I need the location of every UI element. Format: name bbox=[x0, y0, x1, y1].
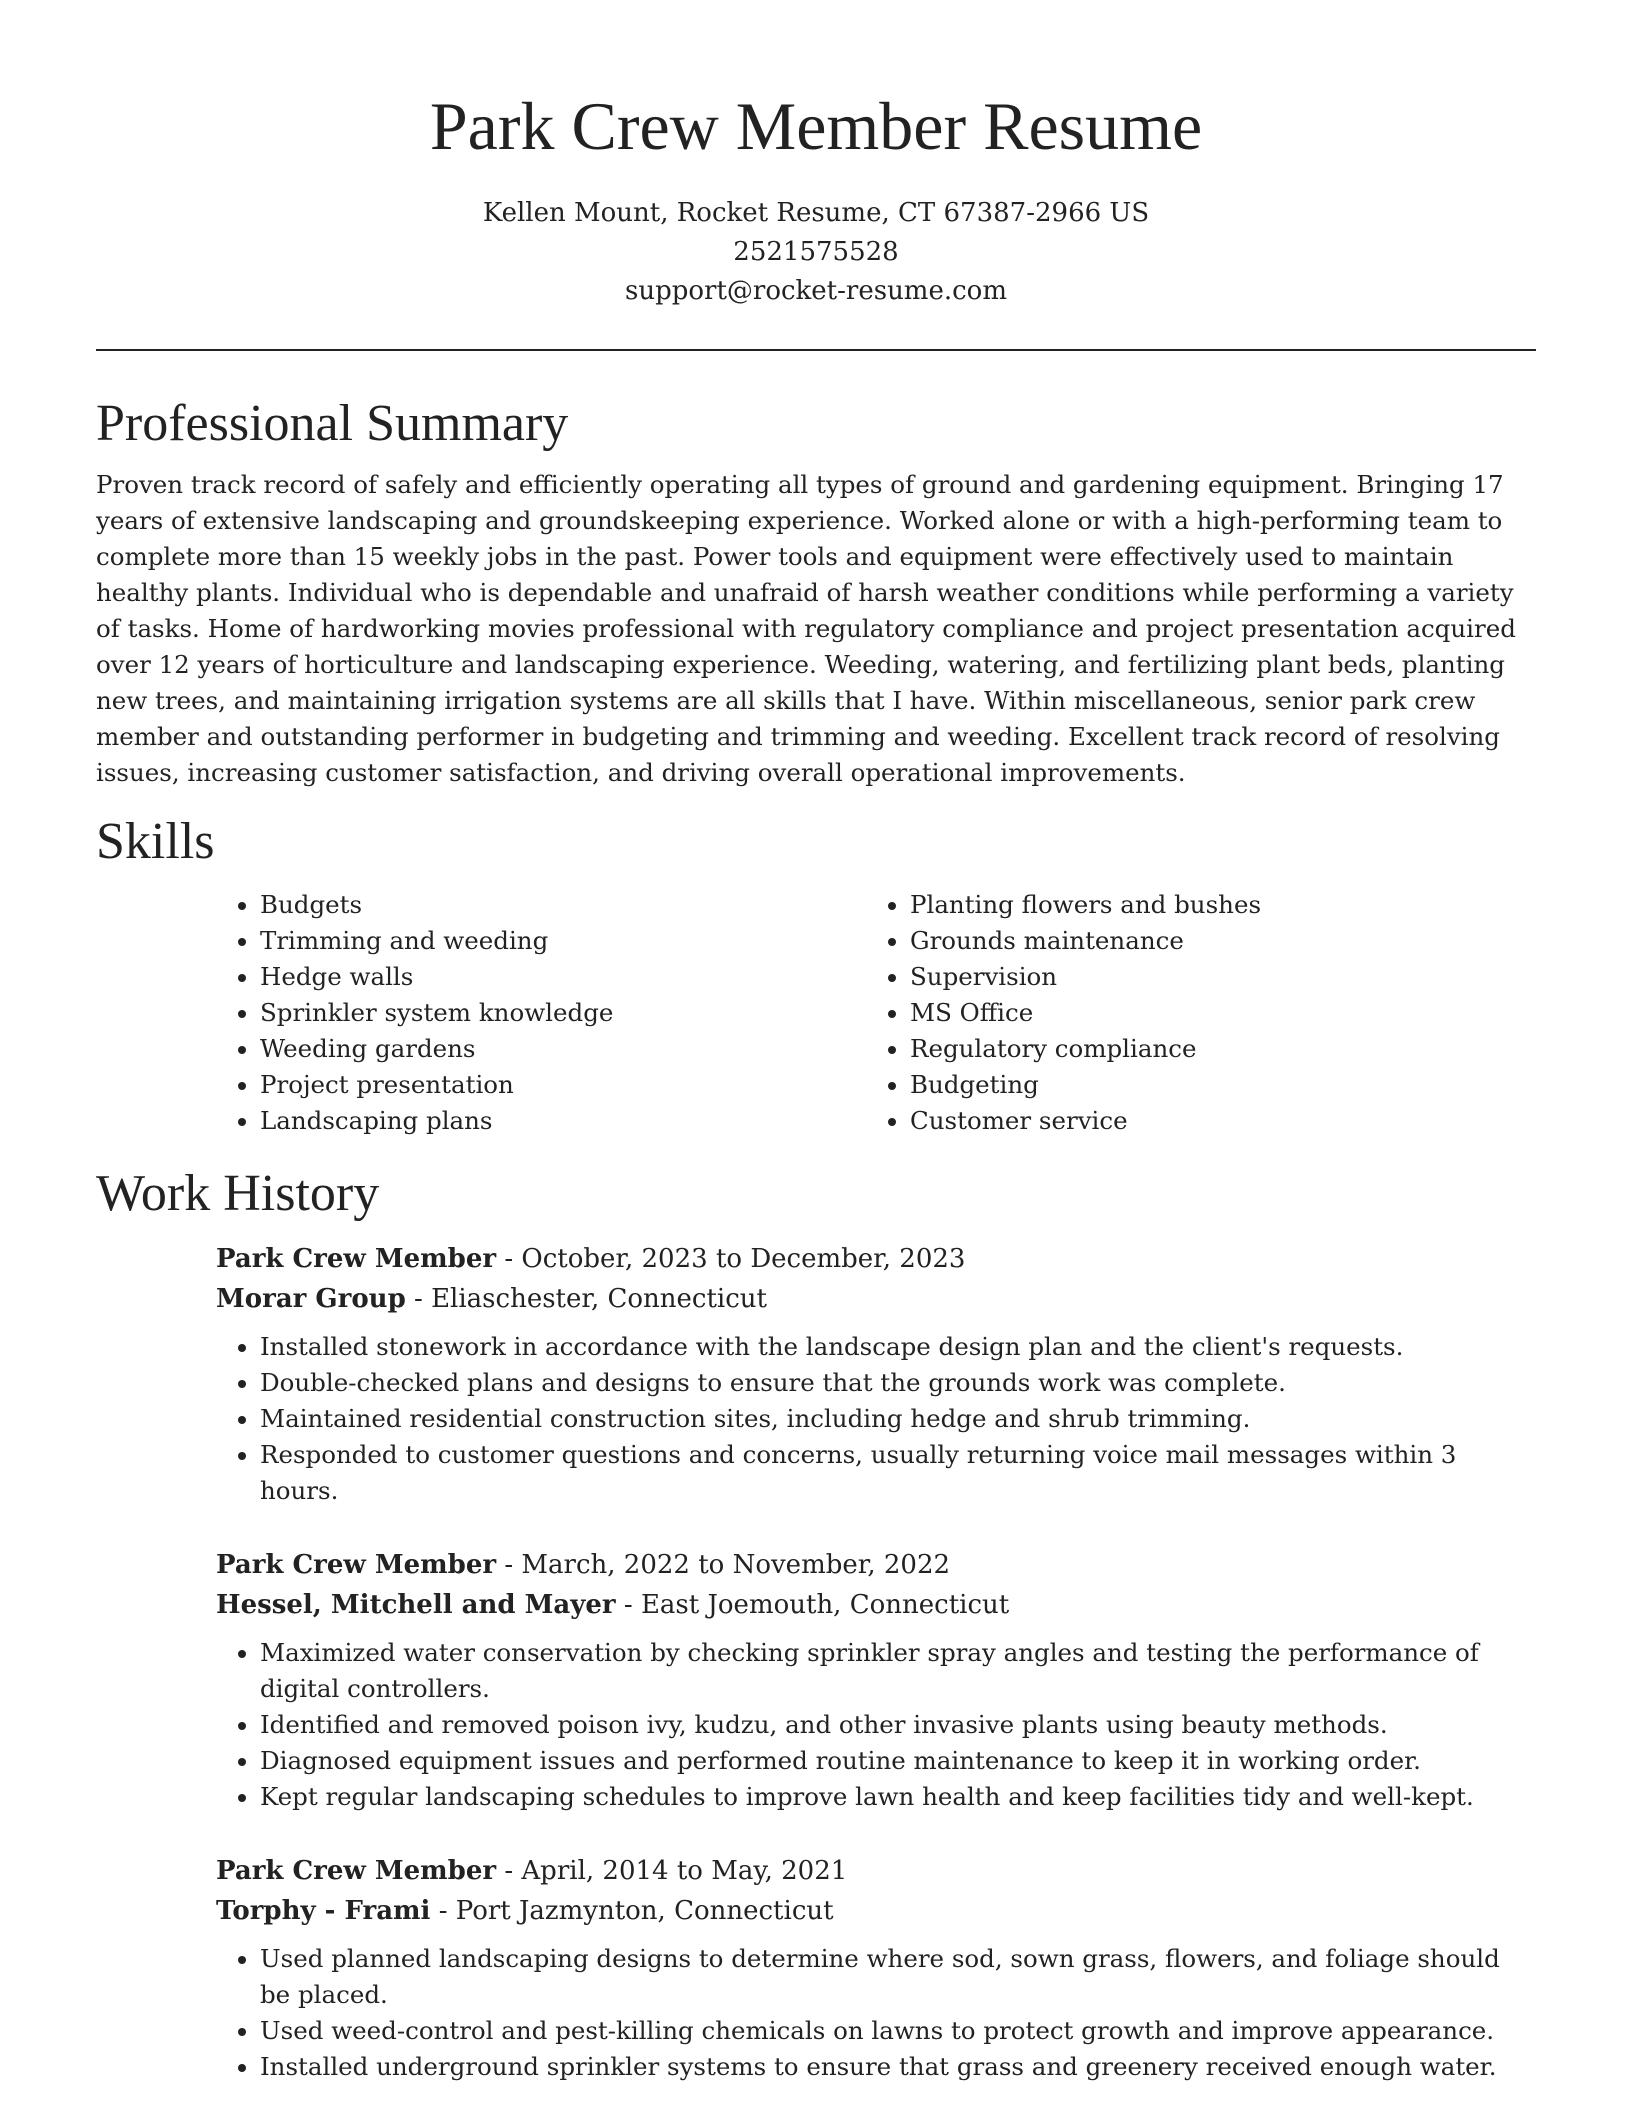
job-bullet: • Diagnosed equipment issues and performed routine maintenance to keep it in working order. bbox=[260, 1743, 1536, 1779]
job-bullet: • Maintained residential construction sites, including hedge and shrub trimming. bbox=[260, 1401, 1536, 1437]
skills-list-right bbox=[866, 887, 1516, 1139]
skill-item: • Planting flowers and bushes bbox=[910, 887, 1516, 923]
job-company-line bbox=[216, 1279, 1536, 1319]
resume-header bbox=[96, 0, 1536, 311]
skill-item: • Budgeting bbox=[910, 1067, 1516, 1103]
job-bullet: • Responded to customer questions and concerns, usually returning voice mail messages within 3 hours. bbox=[260, 1437, 1536, 1509]
job-bullet: • Installed stonework in accordance with the landscape design plan and the client's requests. bbox=[260, 1329, 1536, 1365]
job-company: Hessel, Mitchell and Mayer bbox=[216, 1590, 616, 1620]
skills-list-left bbox=[216, 887, 866, 1139]
contact-block bbox=[96, 194, 1536, 311]
job-dates: - March, 2022 to November, 2022 bbox=[496, 1550, 951, 1580]
job-bullets bbox=[216, 1329, 1536, 1509]
job-bullet: • Double-checked plans and designs to ensure that the grounds work was complete. bbox=[260, 1365, 1536, 1401]
skills-heading: Skills bbox=[96, 813, 215, 870]
skill-item: • Hedge walls bbox=[260, 959, 866, 995]
contact-address: Kellen Mount, Rocket Resume, CT 67387-2966 US bbox=[482, 198, 1150, 228]
job-dates: - October, 2023 to December, 2023 bbox=[496, 1244, 966, 1274]
skill-item: • Weeding gardens bbox=[260, 1031, 866, 1067]
job-title-line bbox=[216, 1851, 1536, 1891]
job-bullets bbox=[216, 1635, 1536, 1815]
skill-item: • Supervision bbox=[910, 959, 1516, 995]
job-bullet: • Used planned landscaping designs to determine where sod, sown grass, flowers, and foliage should be placed. bbox=[260, 1941, 1536, 2013]
job-entry bbox=[216, 1239, 1536, 1509]
job-entry bbox=[216, 1851, 1536, 2085]
skill-item: • Trimming and weeding bbox=[260, 923, 866, 959]
job-title: Park Crew Member bbox=[216, 1550, 497, 1580]
job-bullet: • Maximized water conservation by checking sprinkler spray angles and testing the performance of digital controllers. bbox=[260, 1635, 1536, 1707]
resume-page bbox=[96, 0, 1536, 2085]
job-location: - Port Jazmynton, Connecticut bbox=[430, 1896, 834, 1926]
job-bullet: • Installed underground sprinkler systems to ensure that grass and greenery received enough water. bbox=[260, 2049, 1536, 2085]
skill-item: • Grounds maintenance bbox=[910, 923, 1516, 959]
job-bullet: • Identified and removed poison ivy, kudzu, and other invasive plants using beauty methods. bbox=[260, 1707, 1536, 1743]
job-title-line bbox=[216, 1239, 1536, 1279]
summary-heading: Professional Summary bbox=[96, 395, 569, 452]
job-bullets bbox=[216, 1941, 1536, 2085]
skill-item: • Landscaping plans bbox=[260, 1103, 866, 1139]
job-location: - Eliaschester, Connecticut bbox=[405, 1284, 767, 1314]
job-bullet: • Used weed-control and pest-killing chemicals on lawns to protect growth and improve appearance. bbox=[260, 2013, 1536, 2049]
skill-item: • Sprinkler system knowledge bbox=[260, 995, 866, 1031]
skill-item: • MS Office bbox=[910, 995, 1516, 1031]
work-history-list bbox=[216, 1239, 1536, 2085]
job-location: - East Joemouth, Connecticut bbox=[615, 1590, 1010, 1620]
job-dates: - April, 2014 to May, 2021 bbox=[496, 1856, 848, 1886]
skills-grid bbox=[216, 887, 1536, 1139]
work-history-heading: Work History bbox=[96, 1165, 380, 1222]
job-entry bbox=[216, 1545, 1536, 1815]
contact-phone: 2521575528 bbox=[733, 237, 899, 267]
job-title: Park Crew Member bbox=[216, 1244, 497, 1274]
job-title-line bbox=[216, 1545, 1536, 1585]
skill-item: • Customer service bbox=[910, 1103, 1516, 1139]
job-title: Park Crew Member bbox=[216, 1856, 497, 1886]
job-company: Torphy - Frami bbox=[216, 1896, 431, 1926]
summary-text: Proven track record of safely and efficiently operating all types of ground and gardening equipment. Bringing 17 years of extensive landscaping and groundskeeping experience. Worked alone or with a high-performing team to complete more than 15 weekly jobs in the past. Power tools and equipment were effectively used to maintain healthy plants. Individual who is dependable and unafraid of harsh weather conditions while performing a variety of tasks. Home of hardworking movies professional with regulatory compliance and project presentation acquired over 12 years of horticulture and landscaping experience. Weeding, watering, and fertilizing plant beds, planting new trees, and maintaining irrigation systems are all skills that I have. Within miscellaneous, senior park crew member and outstanding performer in budgeting and trimming and weeding. Excellent track record of resolving issues, increasing customer satisfaction, and driving overall operational improvements. bbox=[96, 470, 1516, 787]
job-bullet: • Kept regular landscaping schedules to improve lawn health and keep facilities tidy and well-kept. bbox=[260, 1779, 1536, 1815]
job-company-line bbox=[216, 1891, 1536, 1931]
page-title: Park Crew Member Resume bbox=[429, 88, 1203, 164]
skill-item: • Project presentation bbox=[260, 1067, 866, 1103]
job-company-line bbox=[216, 1585, 1536, 1625]
job-company: Morar Group bbox=[216, 1284, 406, 1314]
skill-item: • Regulatory compliance bbox=[910, 1031, 1516, 1067]
skill-item: • Budgets bbox=[260, 887, 866, 923]
header-divider bbox=[96, 349, 1536, 351]
contact-email: support@rocket-resume.com bbox=[624, 276, 1007, 306]
